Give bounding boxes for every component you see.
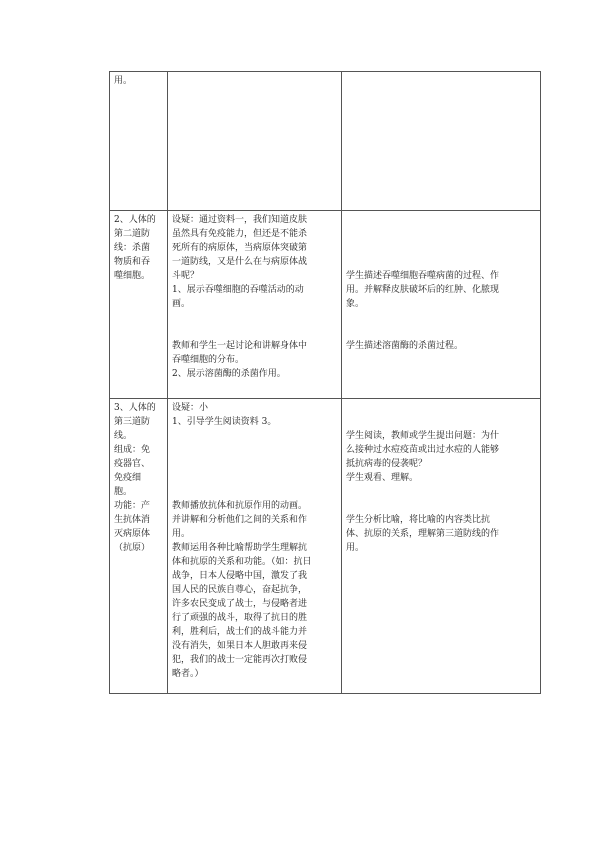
teacher-line: 教师和学生一起讨论和讲解身体中	[172, 341, 308, 351]
topic-line: 噬细胞。	[114, 271, 151, 281]
teacher-line: 死所有的病原体，当病原体突破第	[172, 243, 308, 253]
topic-line: 胞。	[114, 487, 133, 497]
teacher-line: 教师运用各种比喻帮助学生理解抗	[172, 543, 308, 553]
teacher-line: 2、展示溶菌酶的杀菌作用。	[172, 369, 286, 379]
student-activity-cell	[342, 72, 541, 211]
topic-line: （抗原）	[114, 543, 151, 553]
student-line: 用。	[346, 543, 365, 553]
lesson-plan-table	[109, 71, 541, 694]
student-activity-cell	[342, 211, 541, 399]
teacher-line: 画。	[172, 299, 191, 309]
student-activity-cell	[342, 399, 541, 694]
teacher-line: 一道防线，又是什么在与病原体战	[172, 257, 308, 267]
topic-line: 生抗体消	[114, 515, 151, 525]
teacher-line: 国人民的民族自尊心，奋起抗争，	[172, 585, 308, 595]
topic-cell	[110, 399, 168, 694]
table-row	[110, 399, 541, 694]
topic-line: 2、人体的	[114, 215, 156, 225]
teacher-line: 设疑：通过资料一，我们知道皮肤	[172, 215, 308, 225]
teacher-activity-cell	[168, 399, 342, 694]
topic-cell	[110, 211, 168, 399]
student-line: 么接种过水痘疫苗或出过水痘的人能够	[346, 445, 500, 455]
student-line: 学生描述吞噬细胞吞噬病菌的过程、作	[346, 271, 500, 281]
topic-line: 组成：免	[114, 445, 151, 455]
student-line: 体、抗原的关系，理解第三道防线的作	[346, 529, 500, 539]
teacher-line: 利，胜利后，战士们的战斗能力并	[172, 627, 308, 637]
topic-line: 灭病原体	[114, 529, 151, 539]
topic-line: 第三道防	[114, 417, 151, 427]
teacher-line: 体和抗原的关系和功能。（如：抗日	[172, 557, 312, 567]
teacher-line: 犯，我们的战士一定能再次打败侵	[172, 655, 308, 665]
topic-line: 线。	[114, 431, 133, 441]
teacher-activity-cell	[168, 211, 342, 399]
student-line: 学生阅读，教师或学生提出问题：为什	[346, 431, 500, 441]
teacher-line: 1、展示吞噬细胞的吞噬活动的动	[172, 285, 304, 295]
teacher-line: 许多农民变成了战士，与侵略者进	[172, 599, 308, 609]
teacher-line: 设疑：小	[172, 403, 209, 413]
teacher-line: 战争，日本人侵略中国，激发了我	[172, 571, 308, 581]
teacher-line: 虽然具有免疫能力，但还是不能杀	[172, 229, 308, 239]
teacher-line: 用。	[172, 529, 191, 539]
table-row	[110, 72, 541, 211]
student-line: 象。	[346, 299, 365, 309]
topic-line: 第二道防	[114, 229, 151, 239]
topic-line: 免疫细	[114, 473, 142, 483]
student-line: 学生描述溶菌酶的杀菌过程。	[346, 341, 464, 351]
table-row	[110, 211, 541, 399]
topic-line: 用。	[114, 76, 133, 86]
teacher-line: 1、引导学生阅读资料 3。	[172, 417, 277, 427]
teacher-activity-cell	[168, 72, 342, 211]
topic-line: 疫器官、	[114, 459, 151, 469]
teacher-line: 没有消失，如果日本人胆敢再来侵	[172, 641, 308, 651]
topic-line: 功能：产	[114, 501, 151, 511]
student-line: 用。并解释皮肤破坏后的红肿、化脓现	[346, 285, 500, 295]
teacher-line: 略者。）	[172, 669, 204, 679]
topic-line: 3、人体的	[114, 403, 156, 413]
student-line: 抵抗病毒的侵袭呢？	[346, 459, 428, 469]
teacher-line: 行了顽强的战斗，取得了抗日的胜	[172, 613, 308, 623]
teacher-line: 斗呢？	[172, 271, 200, 281]
teacher-line: 吞噬细胞的分布。	[172, 355, 245, 365]
student-line: 学生观看、理解。	[346, 473, 419, 483]
topic-line: 线：杀菌	[114, 243, 151, 253]
teacher-line: 教师播放抗体和抗原作用的动画。	[172, 501, 308, 511]
student-line: 学生分析比喻，将比喻的内容类比抗	[346, 515, 491, 525]
topic-cell	[110, 72, 168, 211]
topic-line: 物质和吞	[114, 257, 151, 267]
teacher-line: 并讲解和分析他们之间的关系和作	[172, 515, 308, 525]
